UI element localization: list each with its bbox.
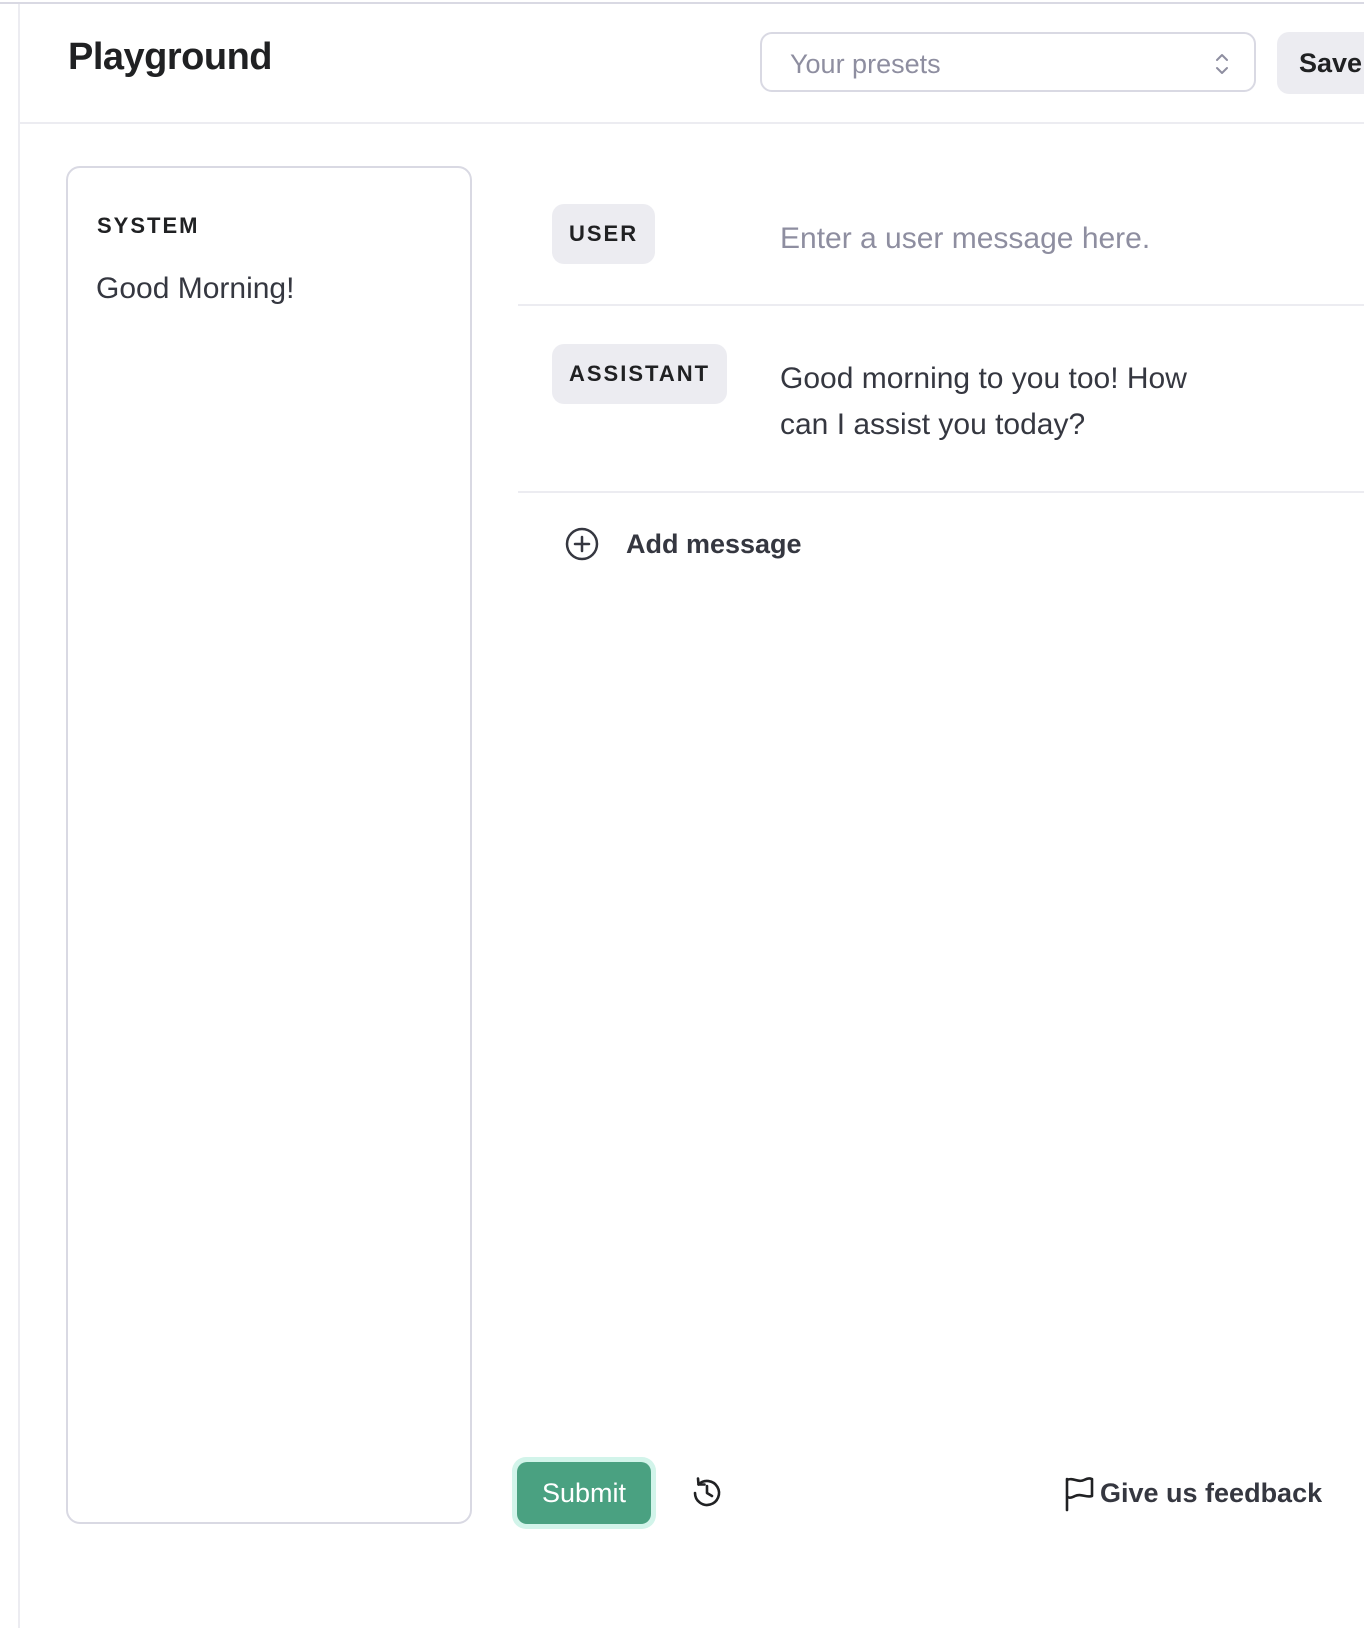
system-message-text[interactable]: Good Morning! — [96, 272, 295, 305]
presets-placeholder: Your presets — [790, 49, 941, 79]
add-message-label: Add message — [626, 529, 802, 559]
user-message-input[interactable]: Enter a user message here. — [780, 222, 1151, 255]
chevron-up-down-icon — [1212, 50, 1232, 78]
message-row-assistant — [518, 306, 1364, 493]
role-badge-assistant[interactable]: ASSISTANT — [552, 344, 727, 404]
role-badge-user[interactable]: USER — [552, 204, 655, 264]
left-divider — [18, 4, 20, 1628]
history-icon[interactable] — [688, 1474, 726, 1512]
feedback-label: Give us feedback — [1100, 1478, 1323, 1508]
page-title: Playground — [68, 36, 273, 78]
messages-area — [518, 166, 1364, 1466]
presets-select[interactable] — [760, 32, 1256, 92]
header — [20, 4, 1364, 124]
submit-button[interactable]: Submit — [517, 1462, 651, 1524]
system-label: SYSTEM — [97, 213, 200, 238]
plus-circle-icon — [564, 526, 600, 562]
system-panel[interactable] — [66, 166, 472, 1524]
submit-focus-ring — [512, 1457, 656, 1529]
save-button[interactable]: Save — [1277, 32, 1364, 94]
flag-icon — [1062, 1476, 1096, 1512]
message-row-user — [518, 166, 1364, 306]
assistant-message-text[interactable]: Good morning to you too! How can I assist you today? — [780, 362, 1187, 441]
